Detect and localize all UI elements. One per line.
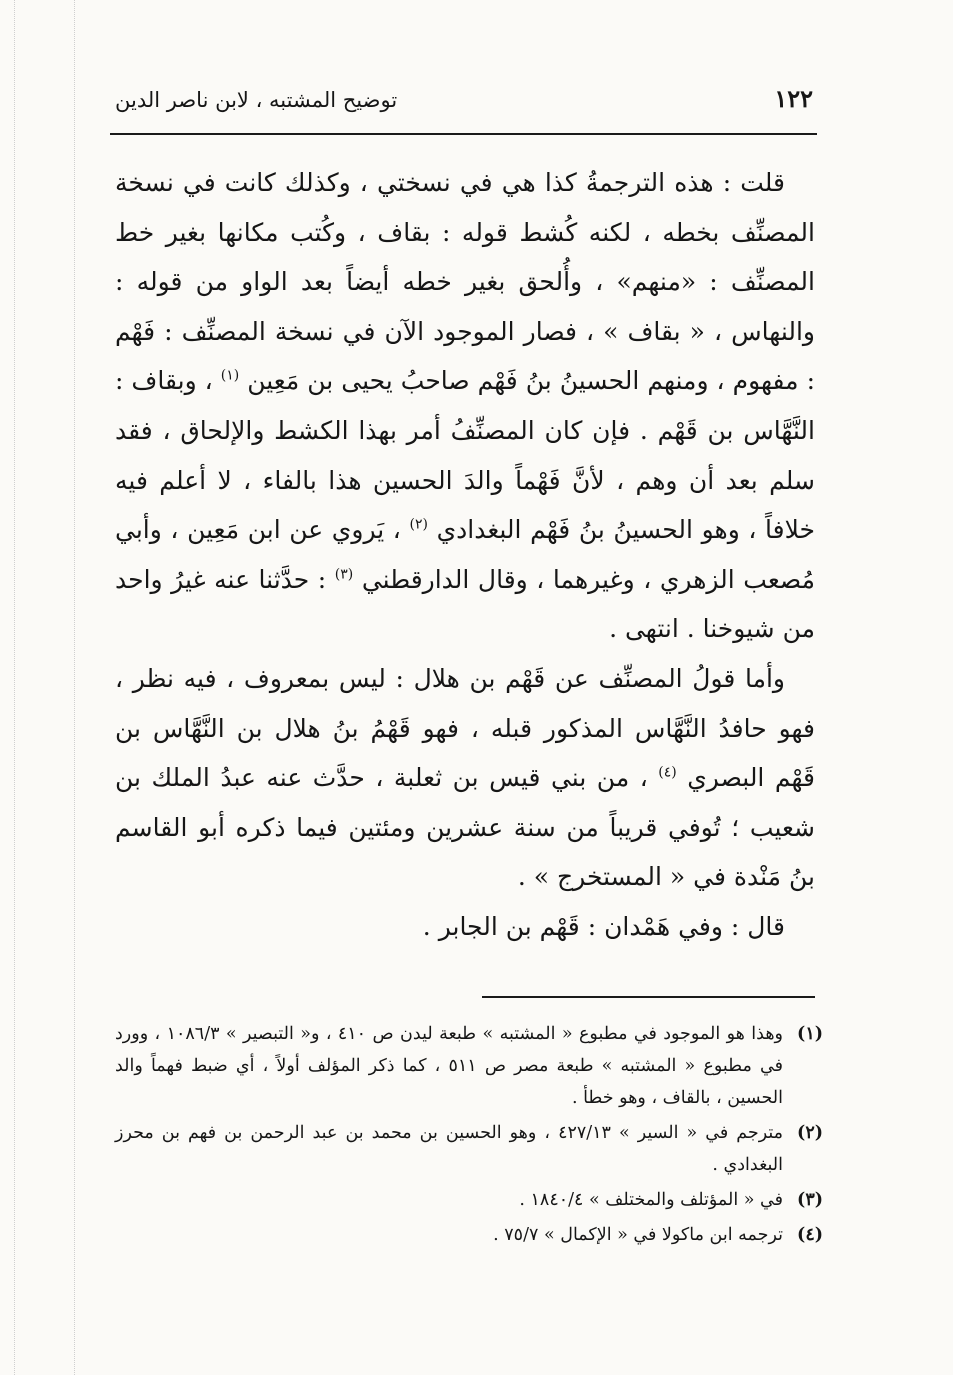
text-segment: ، يَروي عن ابن مَعِين ، وأبي مُصعب الزهري ، وغيرهما ، وقال الدارقطني bbox=[115, 515, 815, 594]
footnote-3 bbox=[115, 1184, 823, 1216]
footnote-2 bbox=[115, 1117, 823, 1181]
text-segment: وأما قولُ المصنِّف عن قَهْم بن هلال : ليس بمعروف ، فيه نظر ، فهو حافدُ النَّهَّاس المذكور قبله ، فهو قَهْمُ بنُ هلال بن النَّهَّاس بن قَهْم البصري bbox=[115, 663, 815, 793]
paragraph-3 bbox=[115, 902, 815, 952]
footnote-number: (٣) bbox=[797, 1190, 823, 1210]
footnote-number: (١) bbox=[797, 1024, 823, 1044]
footnotes bbox=[115, 1018, 823, 1254]
footnote-number: (٤) bbox=[797, 1225, 823, 1245]
page-header bbox=[115, 82, 815, 130]
footnote-number: (٢) bbox=[797, 1123, 823, 1143]
footnote-ref-4[interactable]: (٤) bbox=[658, 764, 677, 781]
footnote-4 bbox=[115, 1219, 823, 1251]
footnote-ref-1[interactable]: (١) bbox=[220, 368, 240, 385]
text-segment: : حدَّثنا عنه غيرُ واحد من شيوخنا . انتهى . bbox=[115, 564, 815, 644]
running-title: توضيح المشتبه ، لابن ناصر الدين bbox=[115, 88, 398, 112]
scan-dots-inner bbox=[74, 0, 75, 1375]
header-rule bbox=[110, 133, 817, 135]
text-segment: ، من بني قيس بن ثعلبة ، حدَّث عنه عبدُ الملك بن شعيب ؛ تُوفي قريباً من سنة عشرين ومئتين فيما ذكره أبو القاسم بنُ مَنْدة في « المستخرج » . bbox=[115, 763, 815, 892]
footnote-text: وهذا هو الموجود في مطبوع « المشتبه » طبعة ليدن ص ٤١٠ ، و« التبصير » ١٠٨٦/٣ ، وورد في مطبوع « المشتبه » طبعة مصر ص ٥١١ ، كما ذكر المؤلف أولاً ، أي ضبط فهماً والد الحسين ، بالقاف ، وهو خطأ . bbox=[115, 1024, 783, 1108]
footnote-text: في « المؤتلف والمختلف » ١٨٤٠/٤ . bbox=[519, 1190, 783, 1210]
footnote-1 bbox=[115, 1018, 823, 1114]
page-number: ١٢٢ bbox=[774, 84, 813, 113]
footnote-ref-2[interactable]: (٢) bbox=[409, 516, 428, 533]
scan-dots-left bbox=[14, 0, 15, 1375]
main-text bbox=[115, 158, 815, 952]
text-segment: ، وبقاف : النَّهَّاس بن قَهْم . فإن كان المصنِّفُ أمر بهذا الكشط والإلحاق ، فقد سلم بعد أن وهم ، لأنَّ فَهْماً والدَ الحسين هذا بالفاء ، لا أعلم فيه خلافاً ، وهو الحسينُ بنُ فَهْم البغدادي bbox=[115, 366, 815, 545]
text-segment: قال : وفي هَمْدان : قَهْم بن الجابر . bbox=[422, 911, 785, 941]
footnote-text: مترجم في « السير » ٤٢٧/١٣ ، وهو الحسين بن محمد بن عبد الرحمن بن فهم بن محرز البغدادي . bbox=[115, 1123, 784, 1175]
paragraph-2 bbox=[115, 654, 815, 902]
text-segment: قلت : هذه الترجمةُ كذا هي في نسختي ، وكذلك كانت في نسخة المصنِّف بخطه ، لكنه كُشط قوله : بقاف ، وكُتب مكانها بغير خط المصنِّف : «منهم» ، وأُلحق بغير خطه أيضاً بعد الواو من قوله : والنهاس ، « بقاف » ، فصار الموجود الآن في نسخة المصنِّف : فَهْم : مفهوم ، ومنهم الحسينُ بنُ فَهْم صاحبُ يحيى بن مَعِين bbox=[115, 168, 815, 396]
footnote-rule bbox=[482, 996, 815, 998]
paragraph-1 bbox=[115, 158, 815, 654]
footnote-text: ترجمه ابن ماكولا في « الإكمال » ٧٥/٧ . bbox=[493, 1225, 783, 1245]
footnote-ref-3[interactable]: (٣) bbox=[334, 566, 354, 583]
